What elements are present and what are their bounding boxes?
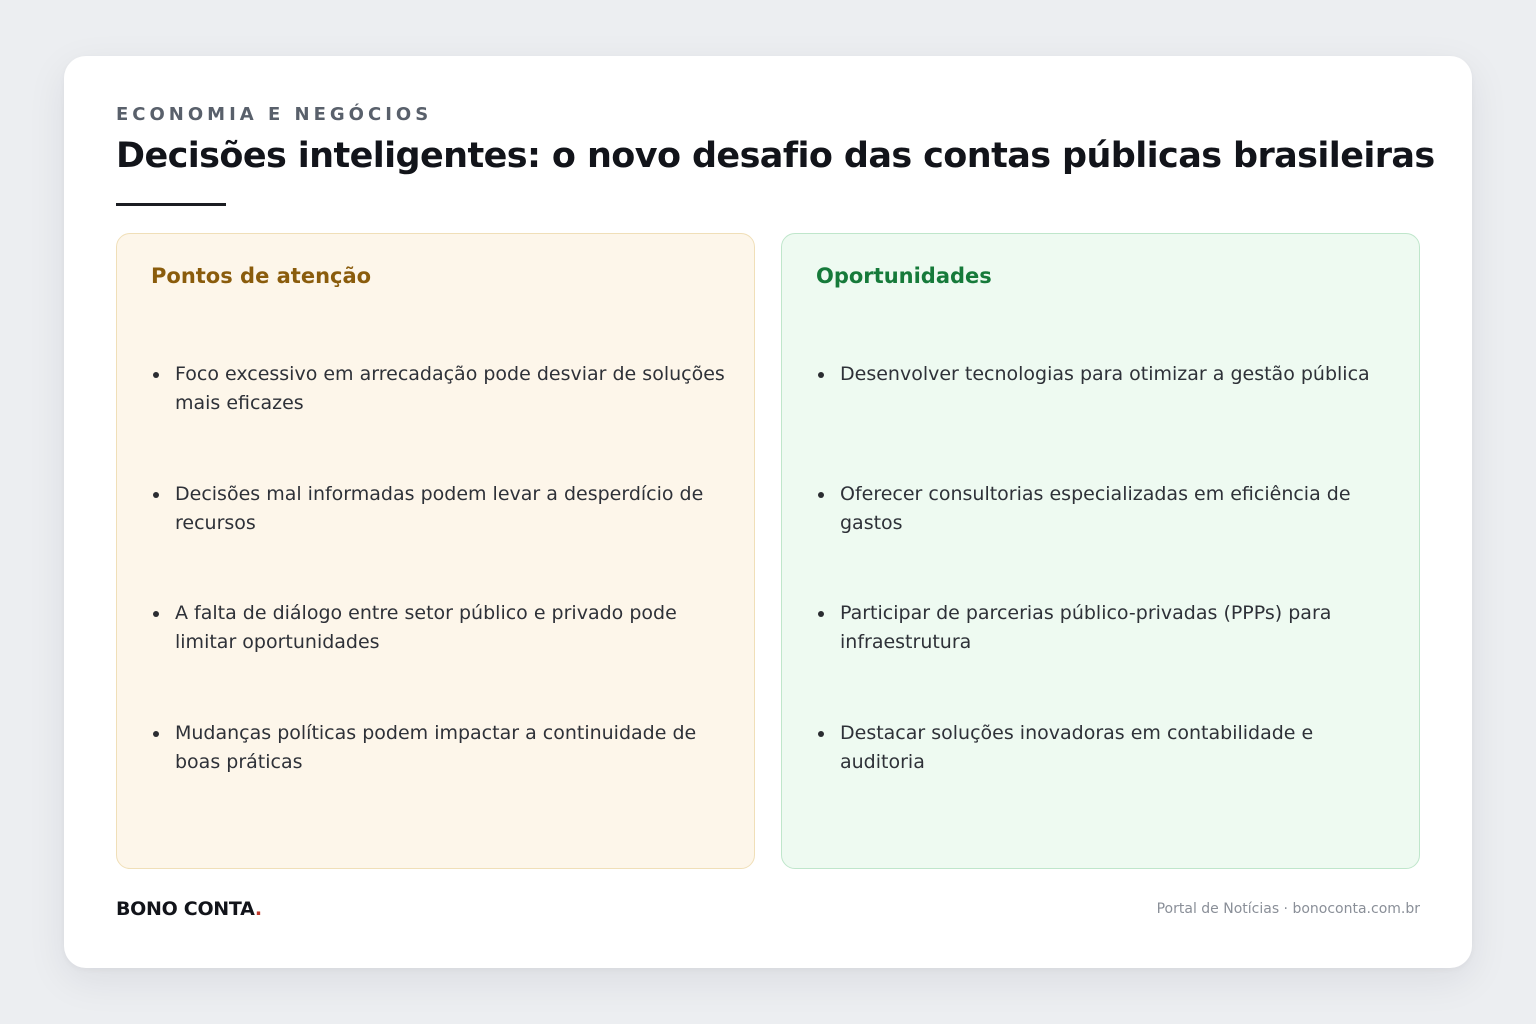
brand-dot: . (254, 898, 262, 920)
footer-note: Portal de Notícias · bonoconta.com.br (1156, 901, 1420, 917)
attention-list (151, 360, 731, 838)
bullet-icon (153, 731, 159, 737)
attention-panel (116, 233, 755, 869)
bullet-icon (153, 372, 159, 378)
list-item-text: Destacar soluções inovadoras em contabilidade e auditoria (840, 721, 1314, 773)
opportunities-panel (781, 233, 1420, 869)
brand-logo[interactable] (116, 898, 262, 920)
article-card (64, 56, 1472, 968)
list-item-text: Oferecer consultorias especializadas em eficiência de gastos (840, 482, 1351, 534)
list-item-text: Decisões mal informadas podem levar a desperdício de recursos (175, 482, 704, 534)
opportunities-heading: Oportunidades (816, 264, 992, 288)
list-item-text: Mudanças políticas podem impactar a continuidade de boas práticas (175, 721, 697, 773)
section-kicker: ECONOMIA E NEGÓCIOS (116, 104, 433, 125)
list-item (816, 480, 1396, 600)
list-item-text: Participar de parcerias público-privadas (PPPs) para infraestrutura (840, 602, 1332, 653)
bullet-icon (818, 611, 824, 617)
list-item (151, 599, 731, 719)
bullet-icon (818, 492, 824, 498)
opportunities-list (816, 360, 1396, 838)
attention-heading: Pontos de atenção (151, 264, 372, 288)
bullet-icon (818, 731, 824, 737)
list-item (816, 360, 1396, 480)
bullet-icon (153, 492, 159, 498)
list-item (151, 719, 731, 839)
title-underline (116, 203, 226, 206)
list-item (151, 480, 731, 600)
list-item-text: Foco excessivo em arrecadação pode desviar de soluções mais eficazes (175, 363, 725, 414)
list-item (151, 360, 731, 480)
page-title: Decisões inteligentes: o novo desafio das contas públicas brasileiras (116, 136, 1435, 176)
list-item-text: Desenvolver tecnologias para otimizar a gestão pública (840, 363, 1370, 385)
brand-name: BONO CONTA (116, 898, 255, 920)
list-item (816, 719, 1396, 839)
bullet-icon (153, 611, 159, 617)
list-item (816, 599, 1396, 719)
list-item-text: A falta de diálogo entre setor público e privado pode limitar oportunidades (175, 602, 677, 653)
bullet-icon (818, 372, 824, 378)
